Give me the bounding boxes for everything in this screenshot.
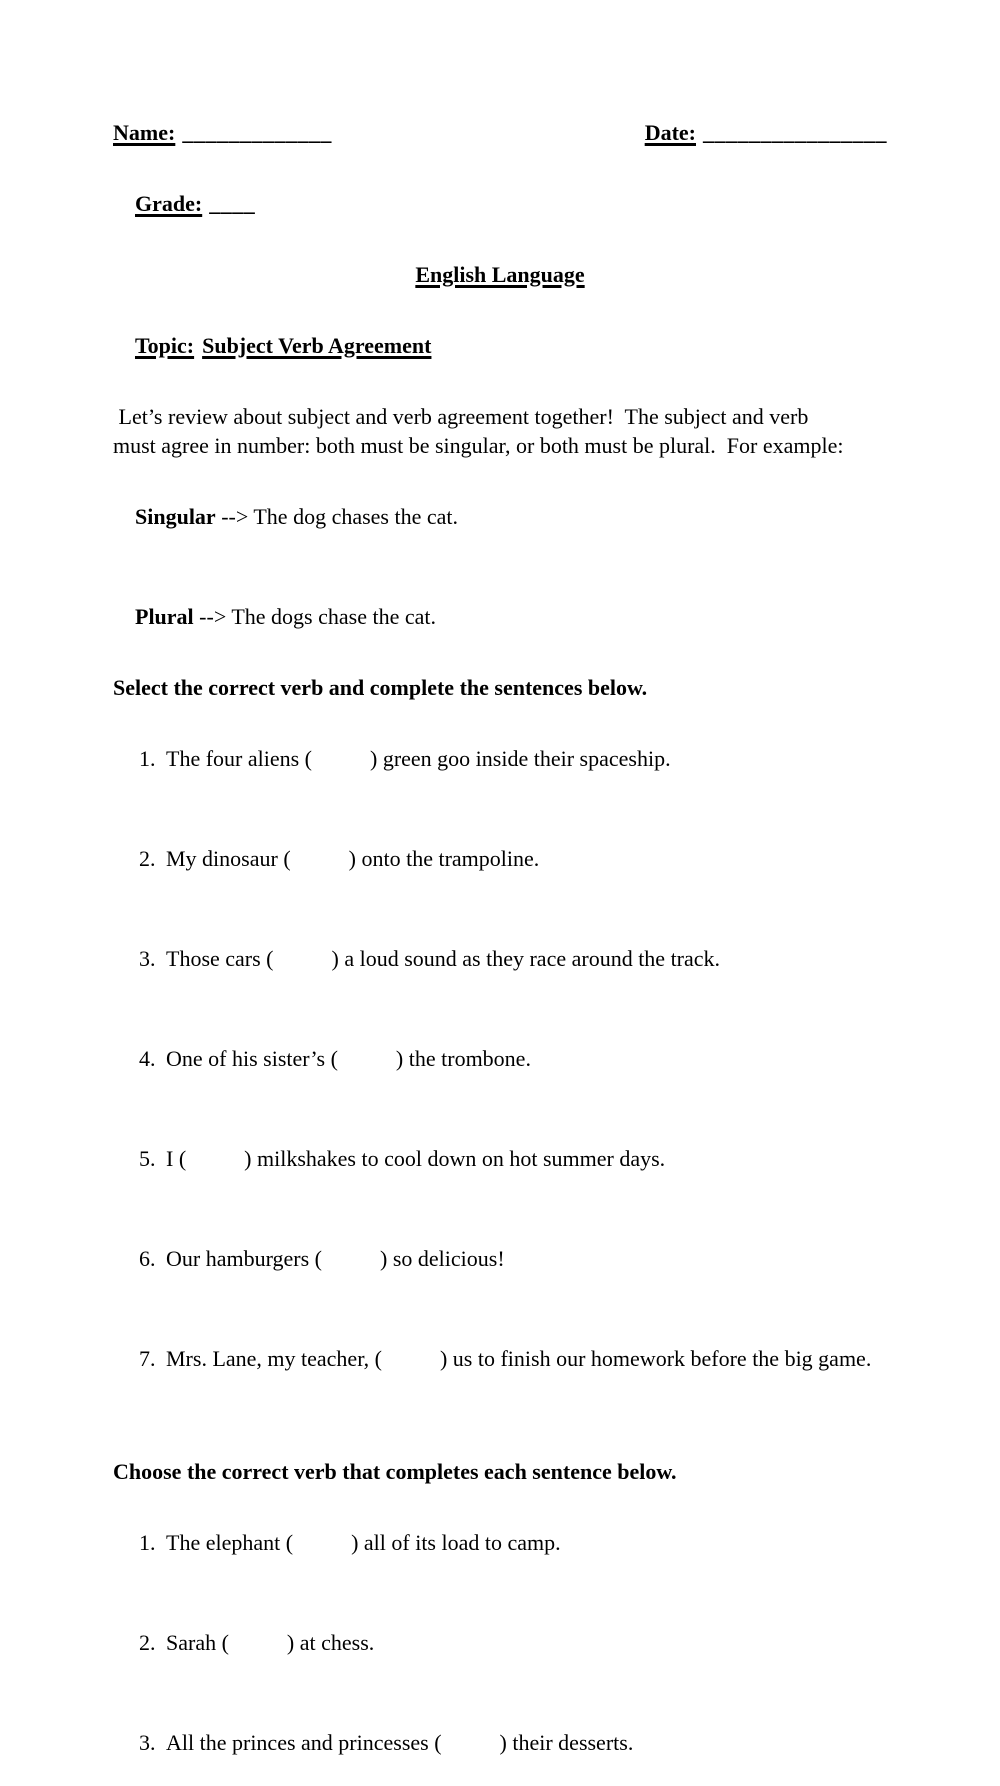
question-text-post: ) green goo inside their spaceship. xyxy=(370,746,671,771)
plural-text: --> The dogs chase the cat. xyxy=(193,604,436,629)
question-text-pre: Our hamburgers ( xyxy=(166,1246,322,1271)
example-plural xyxy=(113,573,887,660)
answer-blank[interactable] xyxy=(229,1649,287,1650)
answer-blank[interactable] xyxy=(291,865,349,866)
intro-paragraph xyxy=(113,402,887,460)
question-number: 2. xyxy=(139,846,156,871)
name-field xyxy=(113,118,332,147)
question-number: 6. xyxy=(139,1246,156,1271)
question-number: 5. xyxy=(139,1146,156,1171)
question-text-pre: Those cars ( xyxy=(166,946,274,971)
section1-question-1 xyxy=(113,715,887,802)
singular-text: --> The dog chases the cat. xyxy=(215,504,459,529)
answer-blank[interactable] xyxy=(322,1265,380,1266)
section1-question-6 xyxy=(113,1215,887,1302)
question-text-pre: Mrs. Lane, my teacher, ( xyxy=(166,1346,382,1371)
question-text-pre: One of his sister’s ( xyxy=(166,1046,338,1071)
singular-label: Singular xyxy=(135,504,216,529)
name-label: Name: xyxy=(113,120,176,145)
question-text-post: ) a loud sound as they race around the track. xyxy=(331,946,721,971)
question-text-pre: All the princes and princesses ( xyxy=(166,1730,442,1755)
intro-line-1: Let’s review about subject and verb agreement together! The subject and verb xyxy=(113,404,809,429)
question-text-pre: My dinosaur ( xyxy=(166,846,291,871)
section2-question-1 xyxy=(113,1499,887,1586)
grade-label: Grade: xyxy=(135,191,203,216)
date-blank-line[interactable]: ________________ xyxy=(703,120,887,145)
topic-value: Subject Verb Agreement xyxy=(202,333,432,358)
question-text-post: ) milkshakes to cool down on hot summer days. xyxy=(244,1146,666,1171)
section2-question-3 xyxy=(113,1699,887,1786)
question-text-post: ) so delicious! xyxy=(380,1246,505,1271)
answer-blank[interactable] xyxy=(382,1365,440,1366)
grade-row xyxy=(113,160,887,247)
section-gap xyxy=(113,1415,887,1457)
question-text-pre: The elephant ( xyxy=(166,1530,294,1555)
question-number: 4. xyxy=(139,1046,156,1071)
section1-question-5 xyxy=(113,1115,887,1202)
section2-question-2 xyxy=(113,1599,887,1686)
question-text-post: ) their desserts. xyxy=(499,1730,634,1755)
question-number: 2. xyxy=(139,1630,156,1655)
section1-heading: Select the correct verb and complete the sentences below. xyxy=(113,675,648,700)
topic-row xyxy=(113,302,887,389)
page-title: English Language xyxy=(415,262,585,287)
question-number: 3. xyxy=(139,1730,156,1755)
intro-line-2: must agree in number: both must be singular, or both must be plural. For example: xyxy=(113,433,844,458)
answer-blank[interactable] xyxy=(274,965,332,966)
name-blank-line[interactable]: _____________ xyxy=(182,120,332,145)
section1-question-4 xyxy=(113,1015,887,1102)
topic-label: Topic: xyxy=(135,333,195,358)
question-text-post: ) all of its load to camp. xyxy=(351,1530,561,1555)
name-date-row xyxy=(113,118,887,147)
section1-question-2 xyxy=(113,815,887,902)
answer-blank[interactable] xyxy=(442,1749,500,1750)
question-text-pre: The four aliens ( xyxy=(166,746,312,771)
question-text-pre: I ( xyxy=(166,1146,187,1171)
date-label: Date: xyxy=(644,120,696,145)
section2-heading: Choose the correct verb that completes each sentence below. xyxy=(113,1459,677,1484)
answer-blank[interactable] xyxy=(312,765,370,766)
title-row xyxy=(113,260,887,289)
question-text-post: ) the trombone. xyxy=(395,1046,531,1071)
example-singular xyxy=(113,473,887,560)
grade-blank-line[interactable]: ____ xyxy=(209,191,256,216)
question-text-pre: Sarah ( xyxy=(166,1630,229,1655)
question-number: 7. xyxy=(139,1346,156,1371)
section1-question-7 xyxy=(113,1315,887,1402)
question-number: 3. xyxy=(139,946,156,971)
question-text-post: ) onto the trampoline. xyxy=(348,846,540,871)
question-number: 1. xyxy=(139,746,156,771)
date-field xyxy=(645,118,887,147)
question-number: 1. xyxy=(139,1530,156,1555)
plural-label: Plural xyxy=(135,604,194,629)
answer-blank[interactable] xyxy=(186,1165,244,1166)
question-text-post: ) us to finish our homework before the big game. xyxy=(439,1346,872,1371)
question-text-post: ) at chess. xyxy=(286,1630,375,1655)
section1-question-3 xyxy=(113,915,887,1002)
answer-blank[interactable] xyxy=(293,1549,351,1550)
answer-blank[interactable] xyxy=(338,1065,396,1066)
